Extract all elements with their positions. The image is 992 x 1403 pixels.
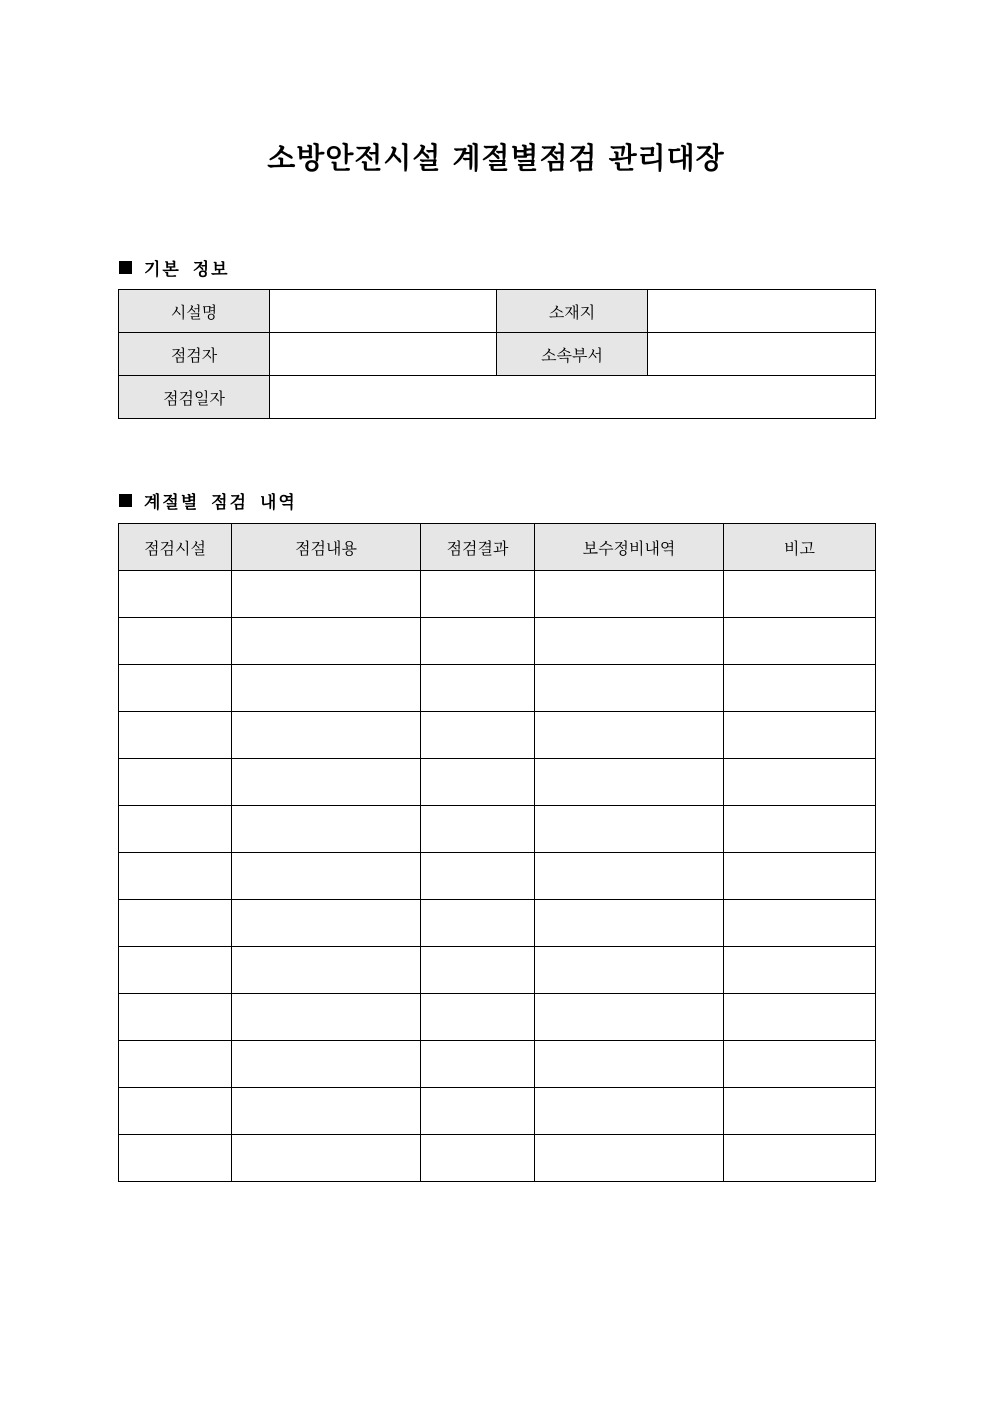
table-cell[interactable] bbox=[724, 618, 876, 665]
table-row bbox=[119, 1088, 876, 1135]
table-cell[interactable] bbox=[535, 900, 724, 947]
table-cell[interactable] bbox=[724, 853, 876, 900]
square-bullet-icon bbox=[119, 494, 132, 507]
table-cell[interactable] bbox=[724, 571, 876, 618]
table-cell[interactable] bbox=[232, 806, 421, 853]
table-cell[interactable] bbox=[421, 853, 535, 900]
table-row bbox=[119, 947, 876, 994]
table-row bbox=[119, 994, 876, 1041]
table-cell[interactable] bbox=[724, 1088, 876, 1135]
table-cell[interactable] bbox=[535, 947, 724, 994]
table-row bbox=[119, 333, 876, 376]
table-cell[interactable] bbox=[232, 994, 421, 1041]
table-row bbox=[119, 1041, 876, 1088]
table-row bbox=[119, 759, 876, 806]
column-header: 비고 bbox=[724, 524, 876, 571]
table-cell[interactable] bbox=[421, 900, 535, 947]
basic-info-heading bbox=[119, 255, 230, 280]
table-cell[interactable] bbox=[724, 806, 876, 853]
table-header-row bbox=[119, 524, 876, 571]
table-cell[interactable] bbox=[535, 759, 724, 806]
records-heading-label: 계절별 점검 내역 bbox=[144, 493, 297, 513]
table-cell[interactable] bbox=[724, 712, 876, 759]
table-cell[interactable] bbox=[232, 759, 421, 806]
records-heading bbox=[119, 488, 297, 513]
table-row bbox=[119, 376, 876, 419]
column-header: 점검시설 bbox=[119, 524, 232, 571]
table-cell[interactable] bbox=[724, 1041, 876, 1088]
table-row bbox=[119, 712, 876, 759]
table-cell[interactable] bbox=[421, 1135, 535, 1182]
table-cell[interactable] bbox=[232, 947, 421, 994]
table-cell[interactable] bbox=[232, 1088, 421, 1135]
inspection-date-label: 점검일자 bbox=[119, 376, 270, 419]
column-header: 보수정비내역 bbox=[535, 524, 724, 571]
table-cell[interactable] bbox=[724, 900, 876, 947]
table-cell[interactable] bbox=[119, 618, 232, 665]
table-cell[interactable] bbox=[119, 1088, 232, 1135]
table-cell[interactable] bbox=[724, 994, 876, 1041]
inspection-records-table bbox=[118, 523, 876, 1182]
table-cell[interactable] bbox=[724, 1135, 876, 1182]
table-cell[interactable] bbox=[535, 1135, 724, 1182]
department-field[interactable] bbox=[648, 333, 876, 376]
table-cell[interactable] bbox=[535, 665, 724, 712]
table-cell[interactable] bbox=[119, 1041, 232, 1088]
table-row bbox=[119, 290, 876, 333]
table-cell[interactable] bbox=[232, 1135, 421, 1182]
table-cell[interactable] bbox=[421, 618, 535, 665]
table-cell[interactable] bbox=[232, 1041, 421, 1088]
table-cell[interactable] bbox=[421, 1088, 535, 1135]
table-cell[interactable] bbox=[421, 759, 535, 806]
page-title: 소방안전시설 계절별점검 관리대장 bbox=[267, 141, 725, 175]
inspector-label: 점검자 bbox=[119, 333, 270, 376]
table-cell[interactable] bbox=[535, 806, 724, 853]
table-cell[interactable] bbox=[232, 618, 421, 665]
basic-info-table bbox=[118, 289, 876, 419]
table-cell[interactable] bbox=[232, 665, 421, 712]
table-row bbox=[119, 665, 876, 712]
table-row bbox=[119, 571, 876, 618]
table-row bbox=[119, 618, 876, 665]
table-cell[interactable] bbox=[421, 1041, 535, 1088]
table-cell[interactable] bbox=[535, 853, 724, 900]
column-header: 점검내용 bbox=[232, 524, 421, 571]
inspector-field[interactable] bbox=[270, 333, 497, 376]
table-cell[interactable] bbox=[724, 665, 876, 712]
table-cell[interactable] bbox=[535, 618, 724, 665]
table-cell[interactable] bbox=[119, 1135, 232, 1182]
table-row bbox=[119, 853, 876, 900]
table-cell[interactable] bbox=[535, 712, 724, 759]
table-cell[interactable] bbox=[421, 947, 535, 994]
table-cell[interactable] bbox=[119, 806, 232, 853]
table-cell[interactable] bbox=[119, 665, 232, 712]
table-cell[interactable] bbox=[535, 1088, 724, 1135]
table-cell[interactable] bbox=[232, 900, 421, 947]
table-cell[interactable] bbox=[232, 571, 421, 618]
department-label: 소속부서 bbox=[497, 333, 648, 376]
table-row bbox=[119, 1135, 876, 1182]
column-header: 점검결과 bbox=[421, 524, 535, 571]
facility-name-label: 시설명 bbox=[119, 290, 270, 333]
table-cell[interactable] bbox=[119, 947, 232, 994]
table-cell[interactable] bbox=[119, 712, 232, 759]
table-cell[interactable] bbox=[119, 759, 232, 806]
table-row bbox=[119, 806, 876, 853]
table-cell[interactable] bbox=[421, 712, 535, 759]
table-cell[interactable] bbox=[535, 994, 724, 1041]
table-cell[interactable] bbox=[119, 853, 232, 900]
table-row bbox=[119, 900, 876, 947]
table-cell[interactable] bbox=[535, 1041, 724, 1088]
location-field[interactable] bbox=[648, 290, 876, 333]
table-cell[interactable] bbox=[724, 759, 876, 806]
basic-info-heading-label: 기본 정보 bbox=[144, 260, 230, 280]
table-cell[interactable] bbox=[119, 571, 232, 618]
square-bullet-icon bbox=[119, 261, 132, 274]
facility-name-field[interactable] bbox=[270, 290, 497, 333]
table-cell[interactable] bbox=[119, 994, 232, 1041]
table-cell[interactable] bbox=[119, 900, 232, 947]
inspection-date-field[interactable] bbox=[270, 376, 876, 419]
table-cell[interactable] bbox=[232, 853, 421, 900]
table-cell[interactable] bbox=[421, 571, 535, 618]
table-cell[interactable] bbox=[232, 712, 421, 759]
table-cell[interactable] bbox=[421, 994, 535, 1041]
table-cell[interactable] bbox=[724, 947, 876, 994]
table-cell[interactable] bbox=[535, 571, 724, 618]
table-cell[interactable] bbox=[421, 806, 535, 853]
table-cell[interactable] bbox=[421, 665, 535, 712]
location-label: 소재지 bbox=[497, 290, 648, 333]
